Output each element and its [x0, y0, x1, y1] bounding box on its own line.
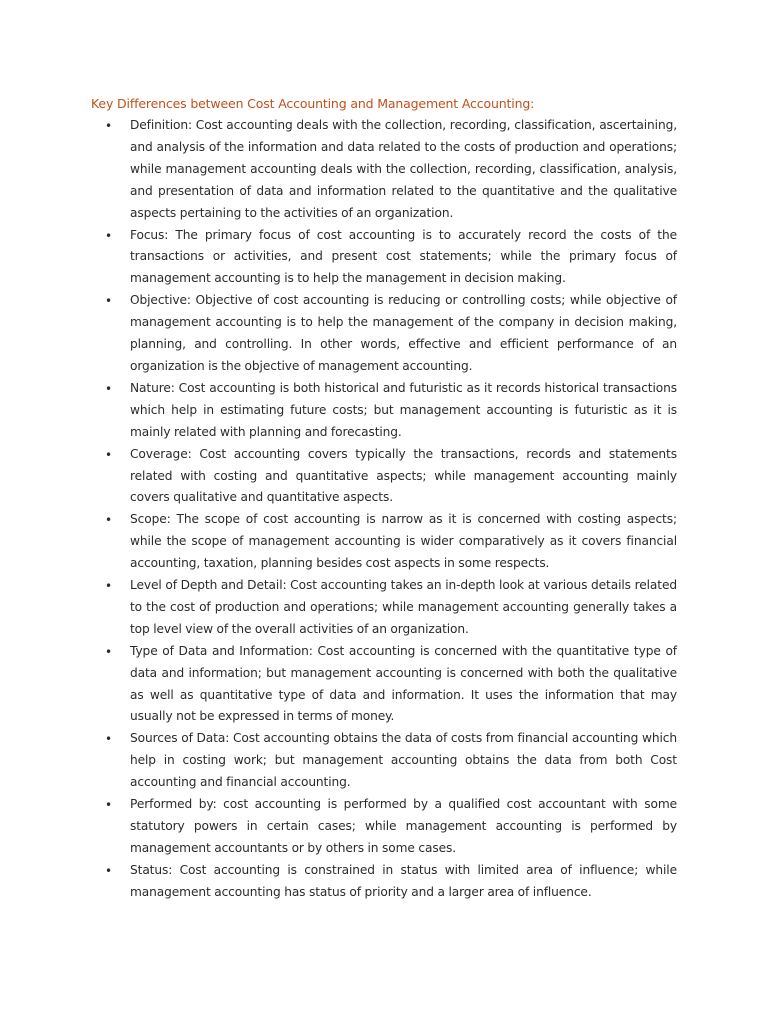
- bullet-icon: •: [105, 863, 113, 878]
- bullet-icon: •: [105, 228, 113, 243]
- list-item-text: Performed by: cost accounting is performed by a qualified cost accountant with some statutory powers in certain cases; while management accounting is performed by management accountants or by others in some cases.: [130, 797, 677, 855]
- differences-list: [0, 115, 768, 904]
- list-item-definition: [0, 115, 768, 225]
- bullet-icon: •: [105, 294, 113, 309]
- list-item-scope: [0, 509, 768, 575]
- bullet-icon: •: [105, 732, 113, 747]
- list-item-text: Status: Cost accounting is constrained in status with limited area of influence; while management accounting has status of priority and a larger area of influence.: [130, 862, 677, 899]
- list-item-text: Focus: The primary focus of cost accounting is to accurately record the costs of the transactions or activities, and present cost statements; while the primary focus of management accounting is to help the management in decision making.: [130, 227, 677, 286]
- list-item-text: Level of Depth and Detail: Cost accounting takes an in-depth look at various details related to the cost of production and operations; while management accounting generally takes a top level view of the overall activities of an organization.: [130, 578, 677, 636]
- list-item-text: Objective: Objective of cost accounting is reducing or controlling costs; while objective of management accounting is to help the management of the company in decision making, planning, and controlling. In other words, effective and efficient performance of an organization is the objective of management accounting.: [130, 293, 677, 373]
- list-item-text: Sources of Data: Cost accounting obtains the data of costs from financial accounting which help in costing work; but management accounting obtains the data from both Cost accounting and financial accounting.: [130, 731, 677, 790]
- list-item-status: [0, 860, 768, 904]
- section-heading: Key Differences between Cost Accounting and Management Accounting:: [91, 96, 535, 111]
- bullet-icon: •: [105, 644, 113, 659]
- list-item-text: Type of Data and Information: Cost accounting is concerned with the quantitative type of data and information; but management accounting is concerned with both the qualitative as well as quantitative type of data and information. It uses the information that may usually not be expressed in terms of money.: [130, 643, 677, 724]
- bullet-icon: •: [105, 513, 113, 528]
- list-item-sources-of-data: [0, 728, 768, 794]
- list-item-text: Coverage: Cost accounting covers typically the transactions, records and statements related with costing and quantitative aspects; while management accounting mainly covers qualitative and quantitative aspects.: [130, 446, 677, 505]
- bullet-icon: •: [105, 447, 113, 462]
- bullet-icon: •: [105, 798, 113, 813]
- list-item-type-of-data: [0, 641, 768, 729]
- bullet-icon: •: [105, 381, 113, 396]
- bullet-icon: •: [105, 579, 113, 594]
- list-item-text: Nature: Cost accounting is both historical and futuristic as it records historical transactions which help in estimating future costs; but management accounting is futuristic as it is mainly related with planning and forecasting.: [130, 380, 677, 439]
- list-item-nature: [0, 378, 768, 444]
- list-item-text: Scope: The scope of cost accounting is narrow as it is concerned with costing aspects; while the scope of management accounting is wider comparatively as it covers financial accounting, taxation, planning besides cost aspects in some respects.: [130, 512, 677, 571]
- list-item-coverage: [0, 444, 768, 510]
- bullet-icon: •: [105, 119, 113, 133]
- list-item-text: Definition: Cost accounting deals with the collection, recording, classification, ascertaining, and analysis of the information and data related to the costs of production and operations; while management accounting deals with the collection, recording, classification, analysis, and presentation of data and information related to the quantitative and the qualitative aspects pertaining to the activities of an organization.: [130, 118, 677, 220]
- list-item-level-of-depth: [0, 575, 768, 641]
- list-item-objective: [0, 290, 768, 378]
- list-item-performed-by: [0, 794, 768, 860]
- list-item-focus: [0, 225, 768, 291]
